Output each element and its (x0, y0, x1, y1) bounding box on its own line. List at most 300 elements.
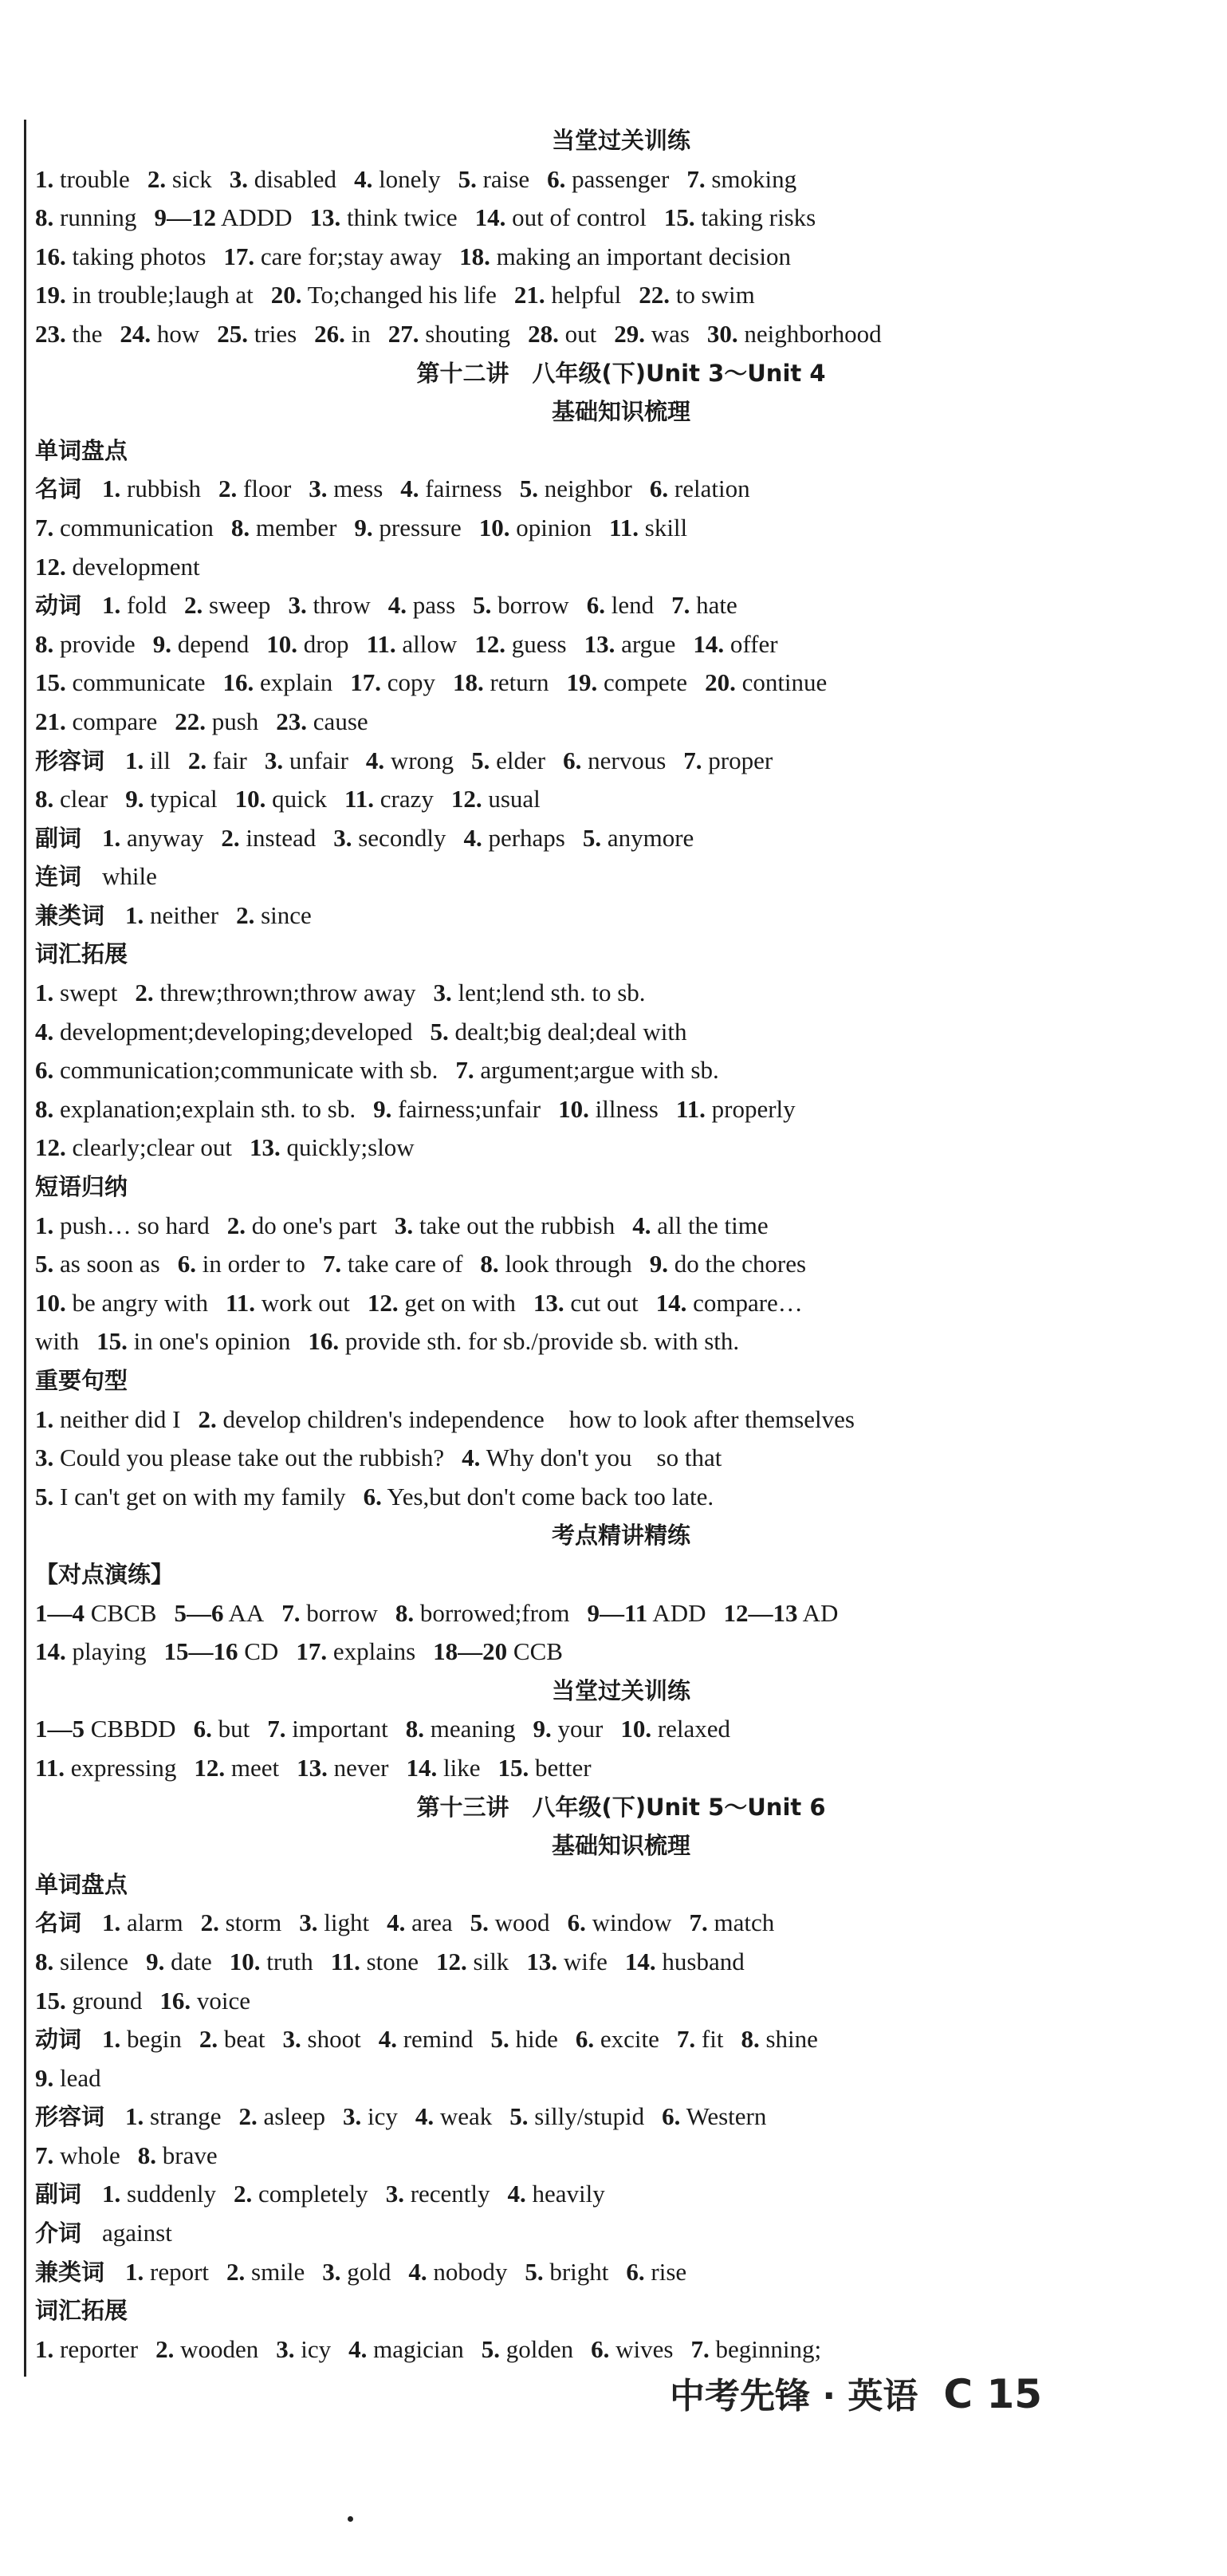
answer-item (509, 2102, 644, 2130)
answer-number: 21. (513, 281, 545, 309)
answer-item (705, 668, 827, 696)
answer-number: 29. (614, 319, 645, 348)
answer-item (175, 707, 258, 735)
answer-item (35, 785, 108, 813)
answer-number: 4. (463, 823, 482, 852)
section-heading (35, 121, 1207, 160)
answer-item (354, 514, 461, 542)
answer-item (35, 1483, 346, 1511)
answer-text: all the time (657, 1211, 769, 1239)
answer-item (741, 2025, 817, 2053)
answer-item (153, 630, 250, 658)
answer-line (35, 1478, 1207, 1517)
answer-text: opinion (516, 513, 592, 542)
answer-line (35, 1594, 1207, 1633)
answer-text: silence (60, 1947, 129, 1975)
answer-text: fit (701, 2025, 724, 2054)
answer-number: 11. (35, 1753, 65, 1782)
answer-number: 15. (497, 1753, 529, 1782)
answer-number: 20. (270, 281, 302, 309)
answer-text: weak (439, 2102, 493, 2131)
answer-text: pass (412, 591, 456, 620)
answer-text: window (592, 1908, 672, 1937)
answer-text: fairness (425, 475, 502, 503)
answer-number: 5. (509, 2102, 529, 2131)
answer-item (35, 630, 136, 658)
answer-item (528, 320, 596, 348)
answer-text: magician (373, 2334, 464, 2363)
answer-text: continue (741, 668, 828, 697)
answer-text: AD (802, 1598, 839, 1627)
answer-number: 9—11 (587, 1598, 648, 1627)
answer-item (533, 1289, 639, 1317)
answer-text: fold (127, 591, 167, 620)
answer-text: ADDD (220, 203, 293, 232)
answer-number: 6. (626, 2257, 645, 2286)
answer-text: rise (651, 2257, 687, 2286)
answer-number: 9. (373, 1094, 392, 1123)
word-category: 形容词 (35, 746, 105, 774)
answer-item (281, 1599, 378, 1627)
answer-item (178, 1250, 305, 1278)
answer-text: drop (303, 629, 349, 658)
answer-item (388, 591, 455, 619)
answer-item (533, 1715, 603, 1743)
answer-item (547, 165, 669, 193)
answer-number: 7. (322, 1250, 342, 1278)
answer-number: 7. (683, 746, 702, 774)
answer-item (395, 1211, 615, 1239)
answer-number: 1. (35, 164, 54, 193)
answer-text: allow (402, 629, 458, 658)
answer-line (35, 896, 1207, 935)
answer-text: match (714, 1908, 775, 1937)
answer-number: 2. (147, 164, 167, 193)
answer-item (614, 320, 690, 348)
answer-number: 6. (591, 2334, 610, 2363)
answer-item (223, 242, 442, 270)
answer-text: in trouble;laugh at (72, 281, 254, 309)
answer-number: 3. (264, 746, 284, 774)
answer-number: 12. (474, 629, 505, 658)
answer-text: Yes,but don't come back too late. (387, 1482, 714, 1511)
answer-text: asleep (263, 2102, 326, 2131)
answer-text: wood (494, 1908, 550, 1937)
answer-number: 5. (35, 1482, 54, 1511)
answer-text: sick (171, 164, 212, 193)
subsection-label (35, 1168, 1207, 1207)
answer-item (408, 2258, 507, 2286)
answer-text: silk (473, 1947, 509, 1975)
answer-number: 1. (35, 1211, 54, 1239)
answer-text: mess (333, 475, 383, 503)
subsection-label (35, 935, 1207, 974)
answer-item (96, 1327, 290, 1355)
word-category: 动词 (35, 592, 82, 620)
answer-text: take care of (347, 1250, 463, 1278)
answer-item (35, 1250, 160, 1278)
answer-number: 1. (125, 900, 144, 929)
answer-line (35, 199, 1207, 238)
answer-number: 2. (236, 900, 255, 929)
answer-number: 4. (348, 2334, 368, 2363)
answer-line (35, 1943, 1207, 1982)
answer-item (433, 979, 645, 1006)
answer-item (265, 746, 348, 774)
answer-line (35, 1439, 1207, 1478)
answer-item (102, 1908, 183, 1936)
answer-item (299, 1908, 369, 1936)
answer-item (386, 2180, 490, 2208)
answer-number: 7. (690, 2334, 710, 2363)
answer-item (364, 1483, 714, 1511)
answer-item (508, 2180, 605, 2208)
answer-text: floor (243, 475, 292, 503)
section-heading-text: 考点精讲精练 (551, 1522, 690, 1550)
answer-number: 10. (35, 1288, 66, 1317)
answer-item (35, 1133, 232, 1161)
section-heading-text: 第十二讲 八年级(下)Unit 3～Unit 4 (416, 359, 826, 387)
answer-number: 10. (620, 1715, 652, 1743)
answer-item (155, 2335, 258, 2363)
answer-text: better (534, 1753, 592, 1782)
answer-number: 23. (35, 319, 66, 348)
answer-number: 14. (35, 1637, 66, 1666)
answer-number: 1. (125, 2102, 144, 2131)
answer-text: unfair (289, 746, 348, 774)
answer-text: push… so hard (60, 1211, 210, 1239)
page-number: C 15 (943, 2371, 1043, 2417)
answer-item (406, 1754, 480, 1782)
answer-text: how (156, 319, 200, 348)
answer-text: rubbish (127, 475, 202, 503)
answer-number: 1. (35, 2334, 54, 2363)
answer-item (125, 746, 171, 774)
answer-number: 16. (159, 1986, 191, 2015)
answer-number: 14. (655, 1288, 687, 1317)
answer-number: 8. (741, 2025, 760, 2054)
subsection-label (35, 2291, 1207, 2330)
answer-number: 1. (102, 823, 121, 852)
answer-number: 7. (35, 513, 54, 542)
answer-item (199, 2025, 265, 2053)
answer-number: 17. (350, 668, 381, 697)
answer-number: 17. (223, 242, 255, 270)
answer-number: 17. (296, 1637, 328, 1666)
answer-number: 19. (566, 668, 598, 697)
answer-item (676, 1095, 796, 1123)
answer-text: borrowed;from (419, 1598, 570, 1627)
answer-text: work out (261, 1288, 350, 1317)
subsection-label-text: 【对点演练】 (35, 1560, 175, 1588)
answer-item (344, 785, 434, 813)
answer-text: lead (60, 2063, 101, 2092)
answer-number: 8. (35, 1094, 54, 1123)
answer-number: 3. (333, 823, 352, 852)
answer-number: 11. (366, 629, 396, 658)
answer-item (677, 2025, 724, 2053)
answer-text: dealt;big deal;deal with (454, 1017, 687, 1046)
answer-number: 3. (35, 1444, 54, 1472)
answer-item (154, 203, 292, 231)
answer-text: perhaps (488, 823, 565, 852)
subsection-label (35, 1865, 1207, 1904)
subsection-label-text: 单词盘点 (35, 1870, 128, 1898)
answer-number: 7. (281, 1598, 301, 1627)
answer-number: 5. (525, 2257, 544, 2286)
answer-item (35, 1056, 438, 1084)
subsection-label (35, 1555, 1207, 1594)
answer-text: ADD (652, 1598, 706, 1627)
answer-number: 13. (250, 1133, 281, 1162)
answer-content (35, 121, 1207, 2369)
answer-text: wives (615, 2334, 674, 2363)
answer-number: 4. (415, 2102, 435, 2131)
answer-line (35, 2097, 1207, 2137)
answer-item (35, 1289, 208, 1317)
answer-text: tries (254, 319, 297, 348)
answer-text: nervous (588, 746, 667, 774)
answer-text: do one's part (251, 1211, 377, 1239)
answer-text: lent;lend sth. to sb. (458, 979, 646, 1007)
answer-text: husband (662, 1947, 745, 1975)
answer-text: making an important decision (496, 242, 791, 270)
answer-number: 24. (120, 319, 151, 348)
answer-text: communication (60, 513, 214, 542)
answer-item (283, 2025, 361, 2053)
stray-dot (348, 2516, 353, 2522)
answer-number: 4. (354, 164, 373, 193)
answer-item (568, 1908, 672, 1936)
answer-number: 13. (533, 1288, 564, 1317)
answer-item (491, 2025, 558, 2053)
answer-item (35, 320, 102, 348)
answer-text: neighbor (544, 475, 632, 503)
answer-number: 7. (35, 2141, 54, 2169)
answer-text: care for;stay away (260, 242, 442, 270)
answer-text: relation (674, 475, 750, 503)
answer-text: nobody (433, 2257, 508, 2286)
answer-line (35, 742, 1207, 781)
answer-number: 5. (490, 2025, 509, 2054)
answer-number: 4. (365, 746, 385, 774)
answer-number: 1. (125, 746, 144, 774)
answer-text: I can't get on with my family (60, 1482, 346, 1511)
answer-text: area (411, 1908, 453, 1937)
answer-text: think twice (347, 203, 458, 232)
answer-line (35, 2214, 1207, 2253)
answer-number: 5. (471, 746, 490, 774)
answer-text: storm (225, 1908, 282, 1937)
answer-text: guess (511, 629, 567, 658)
answer-item (199, 1405, 855, 1433)
answer-text: properly (711, 1094, 796, 1123)
answer-item (235, 785, 327, 813)
answer-number: 3. (309, 475, 328, 503)
answer-item (35, 2141, 120, 2169)
answer-text: like (442, 1753, 481, 1782)
answer-line (35, 2059, 1207, 2098)
answer-text: proper (708, 746, 773, 774)
answer-number: 8. (35, 785, 54, 813)
answer-text: compete (604, 668, 688, 697)
answer-number: 6. (547, 164, 566, 193)
answer-item (626, 2258, 686, 2286)
answer-item (288, 591, 370, 619)
answer-text: remind (403, 2025, 474, 2054)
answer-number: 4. (632, 1211, 651, 1239)
answer-item (308, 1327, 739, 1355)
answer-text: beginning; (715, 2334, 822, 2363)
answer-item (102, 2180, 216, 2208)
answer-number: 1. (102, 475, 121, 503)
answer-item (35, 1327, 79, 1355)
answer-number: 10. (558, 1094, 589, 1123)
answer-number: 6. (193, 1715, 212, 1743)
footer-title: 中考先锋 · 英语 (670, 2376, 918, 2416)
answer-item (310, 203, 458, 231)
answer-text: CBBDD (90, 1715, 176, 1743)
answer-number: 13. (297, 1753, 328, 1782)
answer-item (576, 2025, 659, 2053)
answer-number: 30. (706, 319, 738, 348)
answer-number: 2. (200, 1908, 219, 1937)
answer-number: 14. (693, 629, 725, 658)
answer-text: illness (595, 1094, 659, 1123)
word-category: 兼类词 (35, 2258, 105, 2286)
answer-text: shine (765, 2025, 818, 2054)
answer-text: gold (347, 2257, 391, 2286)
answer-number: 18—20 (433, 1637, 508, 1666)
answer-text: smoking (711, 164, 797, 193)
answer-text: Western (686, 2102, 767, 2131)
answer-item (323, 1250, 463, 1278)
answer-item (35, 1095, 356, 1123)
answer-number: 28. (528, 319, 559, 348)
answer-item (314, 320, 371, 348)
answer-number: 2. (199, 2025, 218, 2054)
answer-item (146, 1948, 212, 1975)
answer-number: 10. (229, 1947, 261, 1975)
answer-text: development;developing;developed (60, 1017, 413, 1046)
answer-number: 11. (675, 1094, 706, 1123)
answer-item (388, 320, 510, 348)
answer-number: 15—16 (163, 1637, 238, 1666)
answer-line (35, 664, 1207, 703)
answer-number: 8. (395, 1598, 415, 1627)
answer-item (584, 630, 676, 658)
answer-number: 7. (671, 591, 690, 620)
answer-item (683, 746, 773, 774)
answer-item (474, 630, 566, 658)
answer-text: taking photos (72, 242, 206, 270)
answer-item (297, 1754, 388, 1782)
word-category: 连词 (35, 863, 82, 891)
answer-number: 8. (35, 203, 54, 232)
answer-number: 10. (266, 629, 297, 658)
answer-number: 2. (226, 2257, 246, 2286)
answer-item (471, 746, 545, 774)
answer-text: swept (60, 979, 118, 1007)
answer-text: important (292, 1715, 388, 1743)
answer-text: return (490, 668, 549, 697)
answer-text: cause (313, 707, 368, 735)
answer-number: 5. (519, 475, 538, 503)
answer-item (415, 2102, 492, 2130)
answer-number: 15. (35, 668, 66, 697)
answer-item (664, 203, 816, 231)
answer-text: since (261, 900, 312, 929)
answer-text: as soon as (60, 1250, 160, 1278)
subsection-label-text: 单词盘点 (35, 436, 128, 464)
answer-number: 20. (705, 668, 736, 697)
answer-number: 6. (363, 1482, 382, 1511)
answer-item (693, 630, 777, 658)
answer-text: shoot (307, 2025, 361, 2054)
answer-item (221, 824, 316, 852)
answer-item (35, 2335, 138, 2363)
section-heading-text: 基础知识梳理 (551, 398, 690, 426)
answer-item (250, 1133, 415, 1161)
answer-number: 5. (481, 2334, 501, 2363)
answer-text: golden (505, 2334, 574, 2363)
answer-number: 14. (624, 1947, 656, 1975)
answer-number: 19. (35, 281, 66, 309)
answer-line (35, 625, 1207, 664)
answer-text: be angry with (72, 1288, 208, 1317)
answer-number: 6. (177, 1250, 196, 1278)
answer-number: 13. (584, 629, 615, 658)
answer-number: 27. (387, 319, 419, 348)
answer-item (632, 1211, 768, 1239)
answer-item (35, 1948, 128, 1975)
left-margin-rule (24, 120, 26, 2377)
answer-item (234, 2180, 368, 2208)
answer-item (650, 475, 750, 502)
answer-number: 6. (563, 746, 582, 774)
answer-number: 16. (308, 1327, 340, 1356)
answer-item (662, 2102, 766, 2130)
answer-text: relaxed (657, 1715, 731, 1743)
answer-line (35, 2137, 1207, 2176)
answer-number: 8. (480, 1250, 499, 1278)
answer-item (164, 1637, 279, 1665)
answer-text: throw (313, 591, 371, 620)
answer-text: clearly;clear out (72, 1133, 233, 1162)
answer-text: brave (162, 2141, 218, 2169)
answer-line (35, 586, 1207, 625)
answer-number: 26. (314, 319, 345, 348)
answer-number: 9. (354, 513, 373, 542)
word-category: 形容词 (35, 2103, 105, 2131)
answer-number: 11. (330, 1947, 360, 1975)
answer-text: meet (230, 1753, 280, 1782)
answer-number: 5. (458, 164, 477, 193)
answer-text: ground (72, 1986, 143, 2015)
answer-number: 11. (225, 1288, 256, 1317)
answer-item (194, 1754, 279, 1782)
answer-number: 4. (400, 475, 419, 503)
answer-text: argument;argue with sb. (480, 1056, 719, 1085)
answer-text: provide (60, 629, 136, 658)
answer-item (525, 2258, 608, 2286)
answer-item (35, 1018, 412, 1046)
answer-item (35, 1211, 210, 1239)
answer-item (102, 2025, 182, 2053)
answer-number: 3. (276, 2334, 295, 2363)
answer-text: borrow (306, 1598, 378, 1627)
answer-item (625, 1948, 745, 1975)
